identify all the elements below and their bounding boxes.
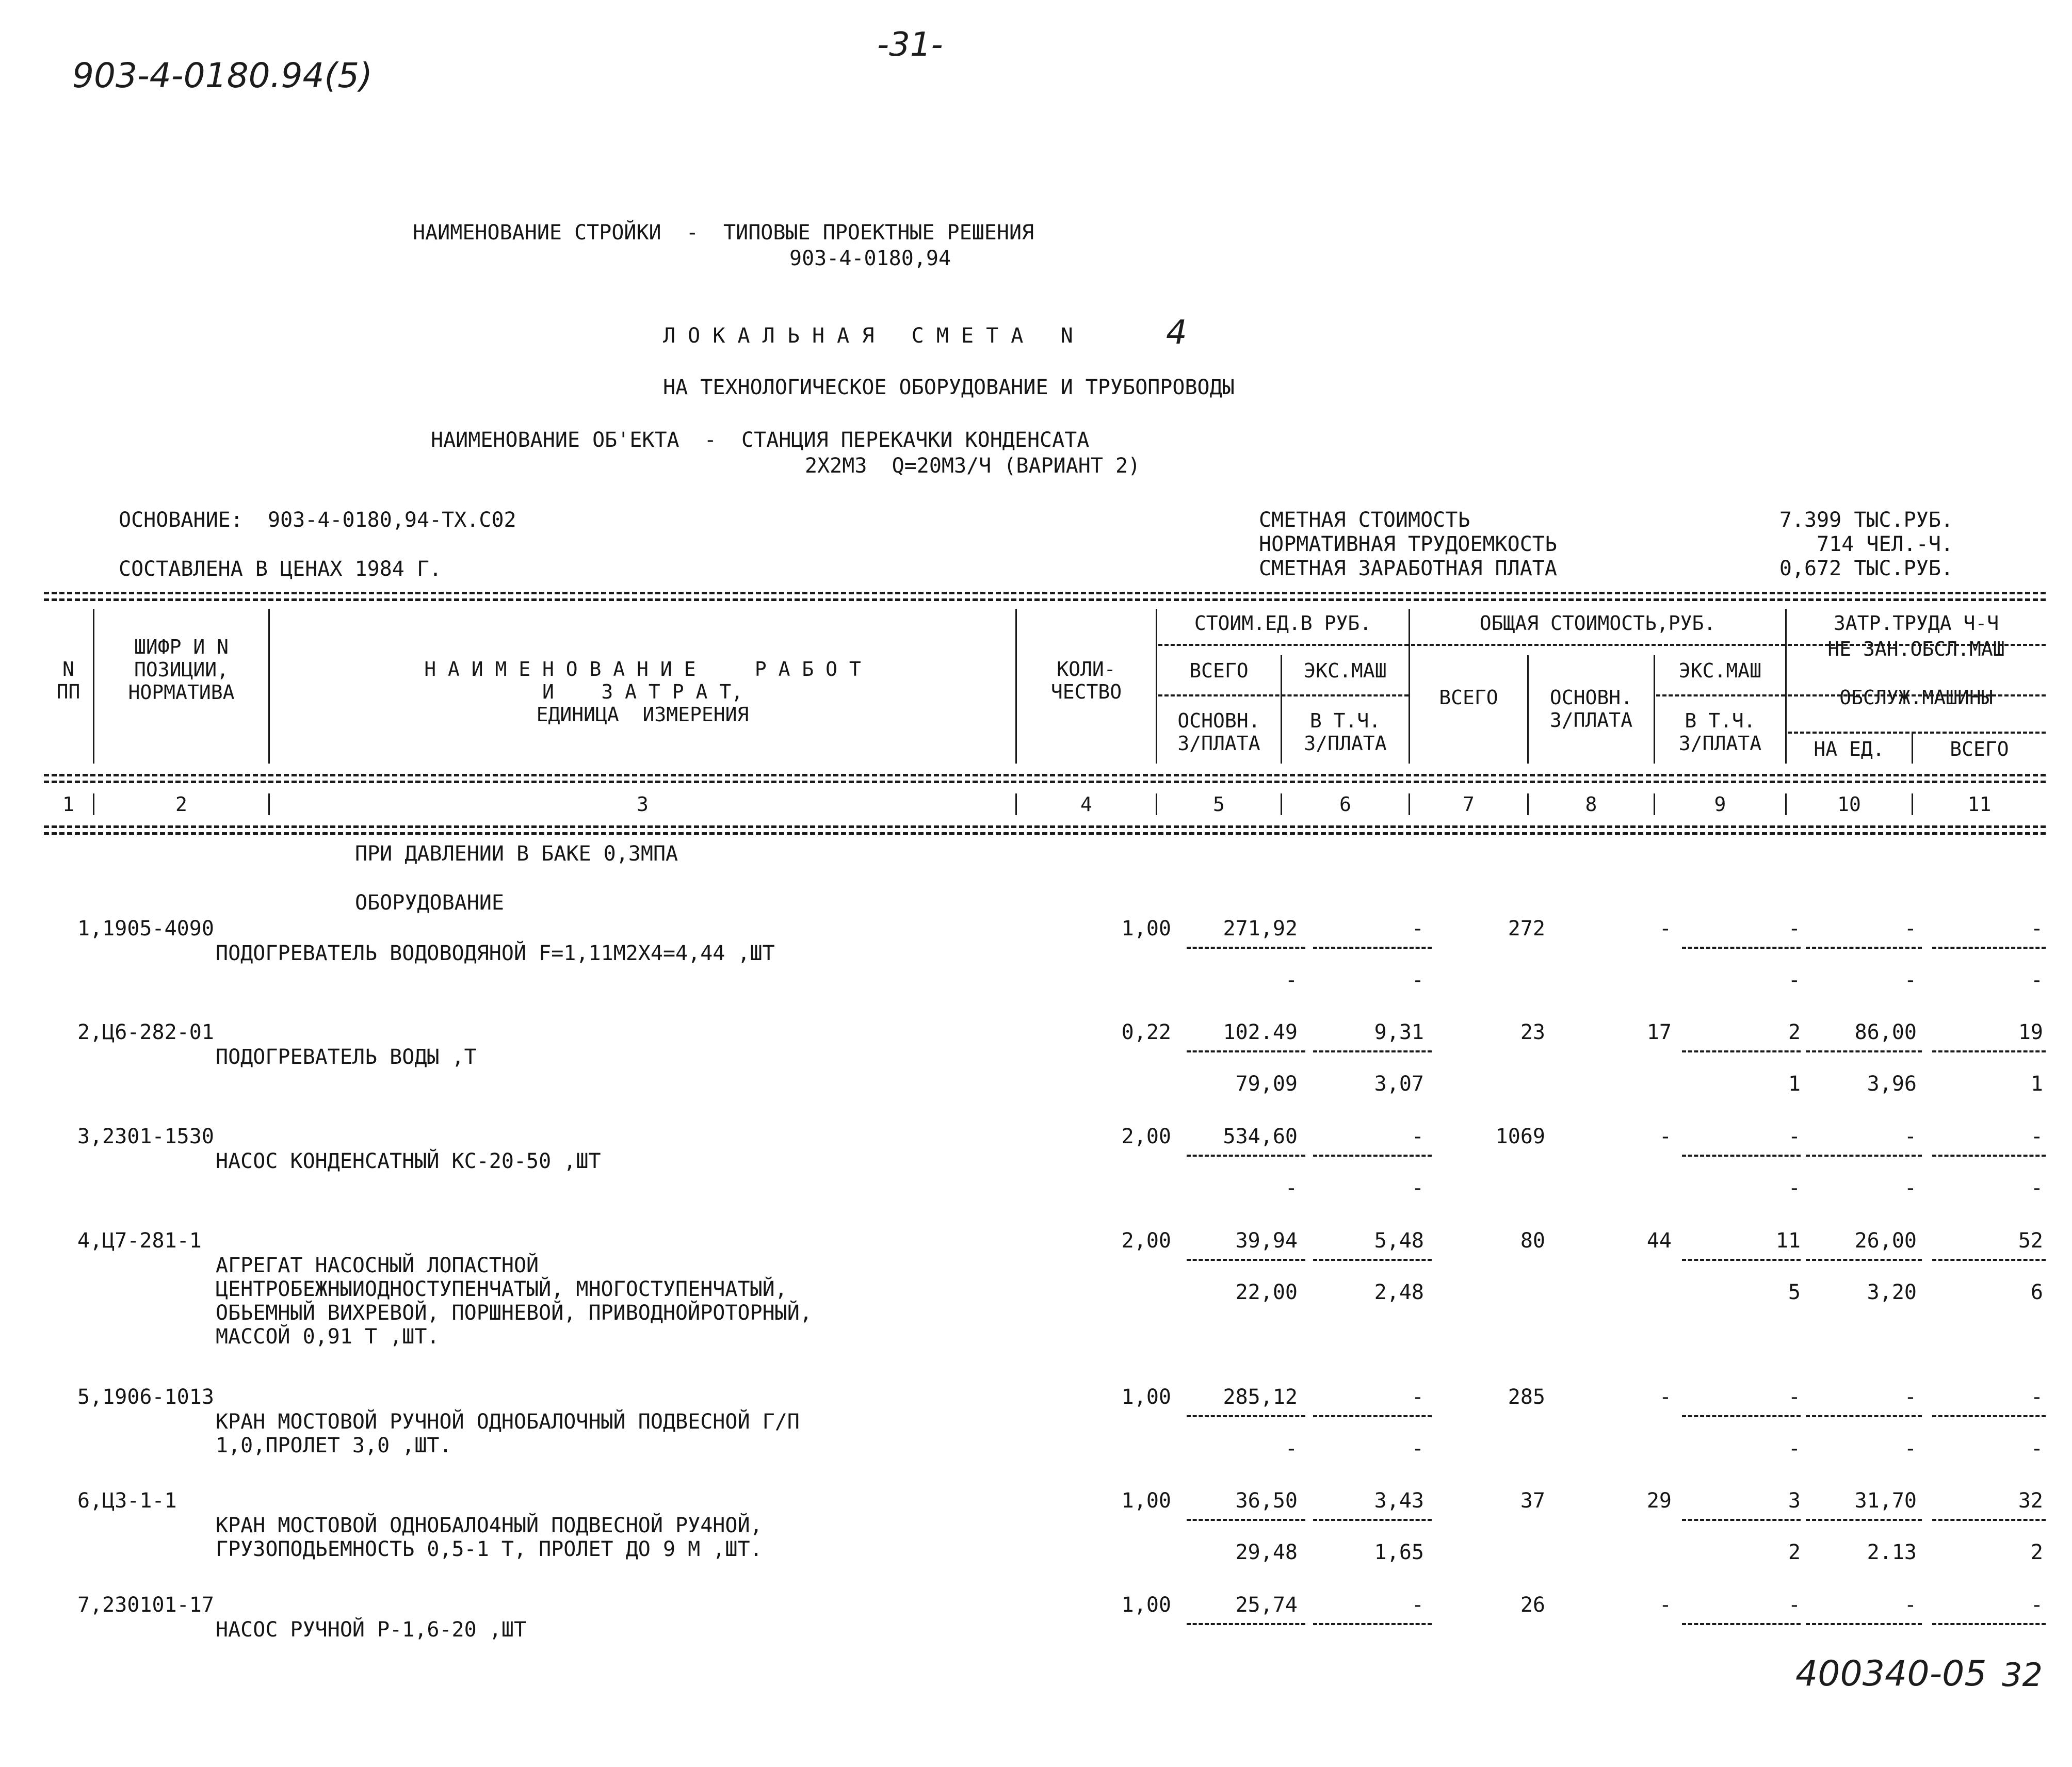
row-c11b: - xyxy=(2030,1437,2043,1461)
row-c10-rule xyxy=(1806,1259,1922,1261)
row-c10-rule xyxy=(1806,1050,1922,1052)
row-c5: 285,12 xyxy=(1223,1385,1298,1409)
row-c11-rule xyxy=(1932,1519,2046,1521)
row-c6b: - xyxy=(1411,1437,1424,1461)
row-c9b: - xyxy=(1788,1437,1801,1461)
row-code: 7,230101-17 xyxy=(77,1593,214,1617)
row-c6-rule xyxy=(1313,1623,1432,1625)
row-c5: 534,60 xyxy=(1223,1125,1298,1148)
row-code: 5,1906-1013 xyxy=(77,1385,214,1409)
row-c9: - xyxy=(1788,917,1801,941)
row-c10: 86,00 xyxy=(1854,1020,1917,1044)
row-c6b: - xyxy=(1411,968,1424,992)
row-c11-rule xyxy=(1932,1155,2046,1157)
col-number: 10 xyxy=(1837,793,1861,816)
col-header-c5-bot: ОСНОВН. З/ПЛАТА xyxy=(1177,709,1260,755)
handwritten-sheet-number: 32 xyxy=(2002,1656,2043,1694)
row-c6: - xyxy=(1411,1385,1424,1409)
row-c10-rule xyxy=(1806,1519,1922,1521)
row-c5-rule xyxy=(1187,1155,1305,1157)
row-c9: 2 xyxy=(1788,1020,1801,1044)
col-number: 8 xyxy=(1585,793,1597,816)
row-c5-rule xyxy=(1187,1623,1305,1625)
row-name: КРАН МОСТОВОЙ ОДНОБАЛО4НЫЙ ПОДВЕСНОЙ РУ4НОЙ, ГРУЗОПОДЬЕМНОСТЬ 0,5-1 Т, ПРОЛЕТ ДО 9 М ,ШТ. xyxy=(216,1514,763,1561)
row-code: 1,1905-4090 xyxy=(77,917,214,941)
row-c8: 17 xyxy=(1646,1020,1672,1044)
row-c9: 11 xyxy=(1775,1229,1801,1253)
col-header-code: ШИФР И N ПОЗИЦИИ, НОРМАТИВА xyxy=(128,636,235,704)
object-detail: 2Х2М3 Q=20М3/Ч (ВАРИАНТ 2) xyxy=(805,454,1141,478)
row-c9b: - xyxy=(1788,1176,1801,1200)
col-header-qty: КОЛИ- ЧЕСТВО xyxy=(1050,658,1122,703)
col-number: 5 xyxy=(1213,793,1225,816)
row-code: 6,Ц3-1-1 xyxy=(77,1489,177,1513)
col-header-labor-sub1: НЕ ЗАН.ОБСЛ.МАШ xyxy=(1827,638,2005,660)
row-c9b: 1 xyxy=(1788,1072,1801,1096)
row-quantity: 2,00 xyxy=(1121,1125,1171,1148)
row-c7: 23 xyxy=(1520,1020,1545,1044)
summary-value-cost: 7.399 ТЫС.РУБ. xyxy=(1779,508,1953,532)
row-code: 2,Ц6-282-01 xyxy=(77,1020,214,1044)
row-c9-rule xyxy=(1682,1259,1801,1261)
col-header-c6-bot: В Т.Ч. З/ПЛАТА xyxy=(1304,709,1387,755)
row-c10-rule xyxy=(1806,947,1922,949)
rule-numbers-bottom-2 xyxy=(44,832,2046,835)
row-c5: 39,94 xyxy=(1235,1229,1298,1253)
row-name: ПОДОГРЕВАТЕЛЬ ВОДОВОДЯНОЙ F=1,11М2Х4=4,44 ,ШТ xyxy=(216,942,775,965)
row-c10b: - xyxy=(1904,1176,1917,1200)
project-code: 903-4-0180,94 xyxy=(789,247,951,270)
row-c5-rule xyxy=(1187,947,1305,949)
rule-top-2 xyxy=(44,598,2046,601)
row-c6b: 3,07 xyxy=(1374,1072,1424,1096)
row-c6-rule xyxy=(1313,1415,1432,1417)
handwritten-estimate-number: 4 xyxy=(1166,314,1187,352)
col-number: 6 xyxy=(1339,793,1351,816)
row-c7: 26 xyxy=(1520,1593,1545,1617)
col-number: 7 xyxy=(1463,793,1475,816)
col-number: 2 xyxy=(175,793,187,816)
row-c7: 37 xyxy=(1520,1489,1545,1513)
row-name: НАСОС КОНДЕНСАТНЫЙ КС-20-50 ,ШТ xyxy=(216,1149,601,1173)
row-c5b: - xyxy=(1285,968,1298,992)
row-c6b: 1,65 xyxy=(1374,1541,1424,1564)
row-c5-rule xyxy=(1187,1259,1305,1261)
row-quantity: 1,00 xyxy=(1121,1489,1171,1513)
rule-unit-cost xyxy=(1158,644,1409,646)
section-equipment: ОБОРУДОВАНИЕ xyxy=(355,891,504,915)
row-c10-rule xyxy=(1806,1415,1922,1417)
project-label: НАИМЕНОВАНИЕ СТРОЙКИ - ТИПОВЫЕ ПРОЕКТНЫЕ РЕШЕНИЯ xyxy=(413,221,1034,245)
row-c11-rule xyxy=(1932,947,2046,949)
row-c11: 32 xyxy=(2018,1489,2043,1513)
row-c9b: 2 xyxy=(1788,1541,1801,1564)
rule-total-cost xyxy=(1411,644,1785,646)
col-header-name: Н А И М Е Н О В А Н И Е Р А Б О Т И З А Т Р А Т, ЕДИНИЦА ИЗМЕРЕНИЯ xyxy=(424,658,861,726)
summary-label-wage: СМЕТНАЯ ЗАРАБОТНАЯ ПЛАТА xyxy=(1259,557,1557,580)
row-c9: - xyxy=(1788,1593,1801,1617)
row-c6-rule xyxy=(1313,1519,1432,1521)
rule-header-bottom-1 xyxy=(44,774,2046,776)
row-c6: - xyxy=(1411,1593,1424,1617)
row-c5: 102.49 xyxy=(1223,1020,1298,1044)
row-c8: 44 xyxy=(1646,1229,1672,1253)
row-c6-rule xyxy=(1313,947,1432,949)
object-label: НАИМЕНОВАНИЕ ОБ'ЕКТА - СТАНЦИЯ ПЕРЕКАЧКИ КОНДЕНСАТА xyxy=(431,428,1090,452)
row-c6: 3,43 xyxy=(1374,1489,1424,1513)
row-c11-rule xyxy=(1932,1050,2046,1052)
row-c10: 26,00 xyxy=(1854,1229,1917,1253)
row-c5b: 29,48 xyxy=(1235,1541,1298,1564)
row-c9-rule xyxy=(1682,947,1801,949)
row-c5-rule xyxy=(1187,1050,1305,1052)
summary-value-labor: 714 ЧЕЛ.-Ч. xyxy=(1817,532,1953,556)
row-c6: 5,48 xyxy=(1374,1229,1424,1253)
row-c10b: 3,96 xyxy=(1867,1072,1917,1096)
row-c11: - xyxy=(2030,1125,2043,1148)
col-header-c7: ВСЕГО xyxy=(1439,686,1498,709)
summary-label-labor: НОРМАТИВНАЯ ТРУДОЕМКОСТЬ xyxy=(1259,532,1557,556)
row-c11: - xyxy=(2030,1593,2043,1617)
col-header-c6-top: ЭКС.МАШ xyxy=(1304,659,1387,682)
row-c6b: - xyxy=(1411,1176,1424,1200)
row-c6: 9,31 xyxy=(1374,1020,1424,1044)
row-c7: 1069 xyxy=(1495,1125,1545,1148)
row-c11: - xyxy=(2030,917,2043,941)
row-c7: 80 xyxy=(1520,1229,1545,1253)
row-c9-rule xyxy=(1682,1415,1801,1417)
estimate-title: Л О К А Л Ь Н А Я С М Е Т А N xyxy=(663,324,1073,348)
row-c10: - xyxy=(1904,917,1917,941)
row-c10b: - xyxy=(1904,1437,1917,1461)
row-name: НАСОС РУЧНОЙ Р-1,6-20 ,ШТ xyxy=(216,1618,527,1642)
rule-labor-3 xyxy=(1788,732,2046,734)
col-header-unit-cost: СТОИМ.ЕД.В РУБ. xyxy=(1194,612,1372,635)
rule-unit-mid xyxy=(1158,694,1409,696)
handwritten-doc-code: 903-4-0180.94(5) xyxy=(72,56,373,95)
row-c5b: 79,09 xyxy=(1235,1072,1298,1096)
row-c9-rule xyxy=(1682,1623,1801,1625)
row-c11b: - xyxy=(2030,1176,2043,1200)
row-c11b: 1 xyxy=(2030,1072,2043,1096)
row-c11b: - xyxy=(2030,968,2043,992)
col-header-total-cost: ОБЩАЯ СТОИМОСТЬ,РУБ. xyxy=(1479,612,1716,635)
row-c5: 36,50 xyxy=(1235,1489,1298,1513)
row-quantity: 1,00 xyxy=(1121,1593,1171,1617)
row-c6: - xyxy=(1411,1125,1424,1148)
row-c11-rule xyxy=(1932,1259,2046,1261)
col-header-c9-bot: В Т.Ч. З/ПЛАТА xyxy=(1678,709,1762,755)
rule-top-1 xyxy=(44,592,2046,594)
row-c7: 285 xyxy=(1508,1385,1545,1409)
col-header-c10: НА ЕД. xyxy=(1814,738,1885,760)
col-number: 9 xyxy=(1714,793,1726,816)
row-c10-rule xyxy=(1806,1623,1922,1625)
row-c5b: - xyxy=(1285,1176,1298,1200)
prices-year: СОСТАВЛЕНА В ЦЕНАХ 1984 Г. xyxy=(119,557,442,581)
row-c10b: - xyxy=(1904,968,1917,992)
row-c5: 25,74 xyxy=(1235,1593,1298,1617)
row-c11-rule xyxy=(1932,1415,2046,1417)
col-header-c5-top: ВСЕГО xyxy=(1189,659,1249,682)
row-c7: 272 xyxy=(1508,917,1545,941)
row-c10b: 3,20 xyxy=(1867,1280,1917,1304)
row-c6b: 2,48 xyxy=(1374,1280,1424,1304)
row-c10: - xyxy=(1904,1385,1917,1409)
row-quantity: 1,00 xyxy=(1121,1385,1171,1409)
row-name: АГРЕГАТ НАСОСНЫЙ ЛОПАСТНОЙ ЦЕНТРОБЕЖНЫИОДНОСТУПЕНЧАТЫЙ, МНОГОСТУПЕНЧАТЫЙ, ОБЬЕМНЫЙ ВИХРЕВОЙ, ПОРШНЕВОЙ, ПРИВОДНОЙРОТОРНЫЙ, МАССОЙ 0,91 Т ,ШТ. xyxy=(216,1254,812,1349)
row-c9: - xyxy=(1788,1385,1801,1409)
row-c9: 3 xyxy=(1788,1489,1801,1513)
col-header-labor-sub2: ОБСЛУЖ.МАШИНЫ xyxy=(1839,686,1993,709)
row-c10b: 2.13 xyxy=(1867,1541,1917,1564)
handwritten-archive-number: 400340-05 xyxy=(1795,1653,1987,1694)
col-header-labor: ЗАТР.ТРУДА Ч-Ч xyxy=(1833,612,1999,635)
row-c6-rule xyxy=(1313,1050,1432,1052)
row-c11: - xyxy=(2030,1385,2043,1409)
handwritten-page-number: -31- xyxy=(877,26,943,64)
row-c8: - xyxy=(1659,1125,1672,1148)
row-c8: - xyxy=(1659,917,1672,941)
col-header-c8: ОСНОВН. З/ПЛАТА xyxy=(1549,686,1633,732)
row-c9b: - xyxy=(1788,968,1801,992)
row-c11: 52 xyxy=(2018,1229,2043,1253)
basis: ОСНОВАНИЕ: 903-4-0180,94-ТХ.С02 xyxy=(119,508,516,532)
row-c11b: 6 xyxy=(2030,1280,2043,1304)
rule-numbers-bottom-1 xyxy=(44,825,2046,828)
estimate-subject: НА ТЕХНОЛОГИЧЕСКОЕ ОБОРУДОВАНИЕ И ТРУБОПРОВОДЫ xyxy=(663,376,1235,399)
row-c5: 271,92 xyxy=(1223,917,1298,941)
row-c6-rule xyxy=(1313,1259,1432,1261)
rule-header-bottom-2 xyxy=(44,781,2046,783)
row-c9-rule xyxy=(1682,1519,1801,1521)
rule-c9-mid xyxy=(1656,694,1785,696)
row-name: КРАН МОСТОВОЙ РУЧНОЙ ОДНОБАЛОЧНЫЙ ПОДВЕСНОЙ Г/П 1,0,ПРОЛЕТ 3,0 ,ШТ. xyxy=(216,1410,800,1457)
row-c11: 19 xyxy=(2018,1020,2043,1044)
row-name: ПОДОГРЕВАТЕЛЬ ВОДЫ ,Т xyxy=(216,1045,477,1069)
row-c9b: 5 xyxy=(1788,1280,1801,1304)
col-header-c11: ВСЕГО xyxy=(1950,738,2009,760)
row-c10-rule xyxy=(1806,1155,1922,1157)
row-c5-rule xyxy=(1187,1415,1305,1417)
row-c8: - xyxy=(1659,1593,1672,1617)
row-c5-rule xyxy=(1187,1519,1305,1521)
section-pressure: ПРИ ДАВЛЕНИИ В БАКЕ 0,3МПА xyxy=(355,842,678,866)
row-c10: - xyxy=(1904,1125,1917,1148)
row-quantity: 1,00 xyxy=(1121,917,1171,941)
row-c6: - xyxy=(1411,917,1424,941)
row-code: 3,2301-1530 xyxy=(77,1125,214,1148)
row-c9-rule xyxy=(1682,1155,1801,1157)
col-header-npp: N ПП xyxy=(56,658,80,703)
col-header-c9-top: ЭКС.МАШ xyxy=(1678,659,1762,682)
row-c11-rule xyxy=(1932,1623,2046,1625)
row-c8: - xyxy=(1659,1385,1672,1409)
col-number: 1 xyxy=(62,793,74,816)
row-c5b: 22,00 xyxy=(1235,1280,1298,1304)
row-c10: 31,70 xyxy=(1854,1489,1917,1513)
row-quantity: 0,22 xyxy=(1121,1020,1171,1044)
row-quantity: 2,00 xyxy=(1121,1229,1171,1253)
row-c8: 29 xyxy=(1646,1489,1672,1513)
summary-label-cost: СМЕТНАЯ СТОИМОСТЬ xyxy=(1259,508,1470,532)
row-c10: - xyxy=(1904,1593,1917,1617)
col-number: 3 xyxy=(637,793,649,816)
row-code: 4,Ц7-281-1 xyxy=(77,1229,202,1253)
summary-value-wage: 0,672 ТЫС.РУБ. xyxy=(1779,557,1953,580)
row-c11b: 2 xyxy=(2030,1541,2043,1564)
col-number: 4 xyxy=(1080,793,1092,816)
row-c9-rule xyxy=(1682,1050,1801,1052)
row-c6-rule xyxy=(1313,1155,1432,1157)
row-c5b: - xyxy=(1285,1437,1298,1461)
col-number: 11 xyxy=(1967,793,1992,816)
row-c9: - xyxy=(1788,1125,1801,1148)
